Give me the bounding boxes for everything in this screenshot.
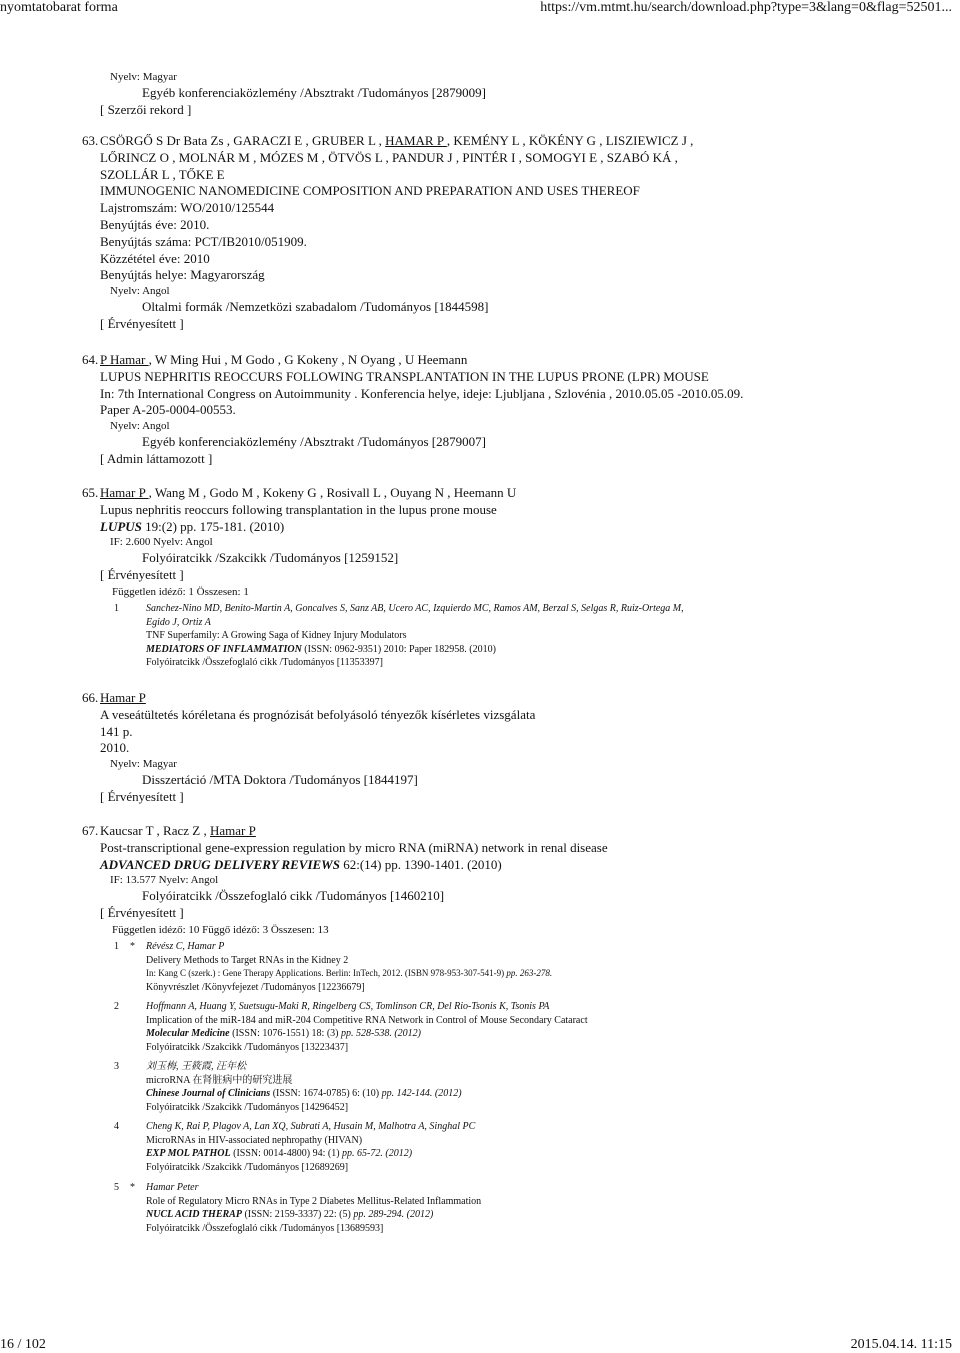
publication-year: Közzététel éve: 2010 (100, 250, 210, 266)
entry-number: 63. (82, 133, 99, 148)
citation-authors: Sanchez-Nino MD, Benito-Martin A, Goncalves S, Sanz AB, Ucero AC, Izquierdo MC, Ramos AM, Berzal S, Selgas R, Ruiz-Ortega M, (146, 603, 684, 614)
citation-authors: Cheng K, Rai P, Plagov A, Lan XQ, Subrati A, Husain M, Malhotra A, Singhal PC (146, 1121, 476, 1132)
author-link-hamar[interactable]: Hamar P (100, 690, 146, 705)
submission-place: Benyújtás helye: Magyarország (100, 267, 265, 283)
page-count: 141 p. (100, 723, 133, 739)
print-datetime: 2015.04.14. 11:15 (850, 1337, 952, 1352)
citation-authors: 刘玉梅, 王筱霞, 汪年松 (146, 1061, 246, 1072)
citation-details: (ISSN: 0014-4800) 94: (1) (230, 1148, 340, 1159)
language-line: IF: 2.600 Nyelv: Angol (110, 536, 213, 549)
author-list: , Wang M , Godo M , Kokeny G , Rosivall L , Ouyang N , Heemann U (148, 485, 517, 500)
submission-year: Benyújtás éve: 2010. (100, 216, 210, 232)
print-header-title: nyomtatobarat forma (0, 0, 118, 15)
entry-64 (82, 352, 942, 467)
citation-title: Implication of the miR-184 and miR-204 Competitive RNA Network in Control of Mouse Secondary Cataract (146, 1014, 588, 1026)
language-line: Nyelv: Magyar (110, 71, 177, 83)
entry-title: Post-transcriptional gene-expression regulation by micro RNA (miRNA) network in renal disease (100, 839, 608, 855)
citation-item (114, 1000, 934, 1054)
citation-journal: MEDIATORS OF INFLAMMATION (146, 643, 302, 655)
citation-item (114, 1060, 934, 1114)
citation-book: In: Kang C (szerk.) : Gene Therapy Applications. Berlin: InTech, 2012. (ISBN 978-953-307-541-9) (146, 968, 505, 978)
entry-66 (82, 690, 942, 805)
citation-title: TNF Superfamily: A Growing Saga of Kidney Injury Modulators (146, 630, 407, 641)
citation-number: 1 (114, 603, 119, 614)
status-line: [ Szerzői rekord ] (100, 102, 192, 117)
author-list: CSÖRGŐ S Dr Bata Zs , GARACZI E , GRUBER L , (100, 133, 386, 148)
author-list: SZOLLÁR L , TŐKE E (100, 166, 225, 182)
citation-title: MicroRNAs in HIV-associated nephropathy (HIVAN) (146, 1134, 363, 1146)
citation-pages: pp. 263-278. (504, 968, 553, 978)
citation-summary: Független idéző: 1 Összesen: 1 (112, 586, 249, 599)
page-number: 16 / 102 (0, 1337, 46, 1352)
language-line: Nyelv: Angol (110, 420, 170, 433)
citation-number: 4 (114, 1121, 119, 1132)
citation-title: microRNA 在肾脏病中的研究进展 (146, 1074, 293, 1086)
author-list: Kaucsar T , Racz Z , (100, 823, 210, 838)
citation-number: 3 (114, 1061, 119, 1072)
conference-info: In: 7th International Congress on Autoimmunity . Konferencia helye, ideje: Ljubljana , Szlovénia , 2010.05.05 -2010.05.09. (100, 385, 744, 401)
citation-item (114, 602, 934, 670)
category-line: Egyéb konferenciaközlemény /Absztrakt /Tudományos [2879009] (142, 85, 486, 100)
status-line: [ Érvényesített ] (100, 316, 184, 332)
category-line: Disszertáció /MTA Doktora /Tudományos [1844197] (142, 772, 418, 788)
entry-65 (82, 485, 942, 599)
citation-pages: pp. 142-144. (2012) (379, 1088, 462, 1099)
citation-type: Folyóiratcikk /Összefoglaló cikk /Tudományos [11353397] (146, 657, 384, 668)
language-line: IF: 13.577 Nyelv: Angol (110, 874, 219, 887)
citation-pages: pp. 65-72. (2012) (339, 1148, 413, 1159)
journal-name: LUPUS (100, 518, 142, 534)
citation-details: (ISSN: 1674-0785) 6: (10) (270, 1088, 380, 1099)
citation-number: 5 (114, 1182, 119, 1193)
citation-number: 1 (114, 941, 119, 952)
submission-number: Benyújtás száma: PCT/IB2010/051909. (100, 233, 307, 249)
dependent-citation-marker: * (130, 1182, 135, 1193)
citation-details: (ISSN: 1076-1551) 18: (3) (229, 1028, 339, 1039)
entry-number: 65. (82, 485, 99, 500)
status-line: [ Érvényesített ] (100, 567, 184, 583)
citation-item (114, 1120, 934, 1174)
entry-title: Lupus nephritis reoccurs following transplantation in the lupus prone mouse (100, 501, 497, 517)
entry-title: IMMUNOGENIC NANOMEDICINE COMPOSITION AND PREPARATION AND USES THEREOF (100, 183, 640, 199)
citation-number: 2 (114, 1001, 119, 1012)
journal-details: 62:(14) pp. 1390-1401. (2010) (339, 856, 502, 872)
status-line: [ Érvényesített ] (100, 789, 184, 805)
author-link-hamar[interactable]: Hamar P (209, 823, 256, 838)
citation-details: (ISSN: 0962-9351) 2010: Paper 182958. (2010) (301, 643, 496, 655)
entry-title: A veseátültetés kóréletana és prognózisát befolyásoló tényezők kísérletes vizsgálata (100, 706, 536, 722)
dependent-citation-marker: * (130, 941, 135, 952)
author-link-hamar[interactable]: HAMAR P (385, 133, 447, 148)
entry-title: LUPUS NEPHRITIS REOCCURS FOLLOWING TRANSPLANTATION IN THE LUPUS PRONE (LPR) MOUSE (100, 368, 709, 384)
citation-title: Delivery Methods to Target RNAs in the Kidney 2 (146, 954, 349, 966)
citation-type: Folyóiratcikk /Szakcikk /Tudományos [12689269] (146, 1161, 349, 1173)
entry-number: 64. (82, 352, 99, 367)
citation-journal: Molecular Medicine (146, 1028, 230, 1039)
citation-summary: Független idéző: 10 Függő idéző: 3 Összesen: 13 (112, 924, 329, 937)
citation-journal: NUCL ACID THERAP (146, 1209, 242, 1220)
citation-authors: Hoffmann A, Huang Y, Suetsugu-Maki R, Ringelberg CS, Tomlinson CR, Del Rio-Tsonis K, Tsonis PA (146, 1001, 550, 1012)
entry-number: 66. (82, 690, 99, 705)
citation-details: (ISSN: 2159-3337) 22: (5) (241, 1209, 351, 1220)
citation-authors: Révész C, Hamar P (146, 941, 225, 952)
entry-number: 67. (82, 823, 99, 838)
citation-type: Folyóiratcikk /Összefoglaló cikk /Tudományos [13689593] (146, 1222, 384, 1234)
citation-pages: pp. 528-538. (2012) (338, 1028, 421, 1039)
entry-67 (82, 823, 942, 937)
registry-number: Lajstromszám: WO/2010/125544 (100, 200, 275, 216)
status-line: [ Érvényesített ] (100, 905, 184, 921)
journal-name: ADVANCED DRUG DELIVERY REVIEWS (100, 856, 340, 872)
category-line: Egyéb konferenciaközlemény /Absztrakt /Tudományos [2879007] (142, 434, 486, 450)
language-line: Nyelv: Magyar (110, 758, 177, 771)
citation-title: Role of Regulatory Micro RNAs in Type 2 Diabetes Mellitus-Related Inflammation (146, 1195, 482, 1207)
citation-journal: Chinese Journal of Clinicians (146, 1088, 271, 1099)
citation-journal: EXP MOL PATHOL (146, 1148, 231, 1159)
author-list: , KEMÉNY L , KÖKÉNY G , LISZIEWICZ J , (446, 133, 694, 148)
author-link-hamar[interactable]: Hamar P (100, 485, 149, 500)
citation-authors: Egido J, Ortiz A (146, 616, 211, 628)
entry-63 (82, 133, 942, 332)
print-header-url[interactable]: https://vm.mtmt.hu/search/download.php?type=3&lang=0&flag=52501... (540, 0, 952, 15)
entry-62-tail (82, 70, 942, 118)
citation-item (114, 1181, 934, 1235)
category-line: Oltalmi formák /Nemzetközi szabadalom /Tudományos [1844598] (142, 299, 489, 315)
citation-item (114, 940, 934, 994)
category-line: Folyóiratcikk /Összefoglaló cikk /Tudományos [1460210] (142, 888, 445, 904)
citation-type: Könyvrészlet /Könyvfejezet /Tudományos [12236679] (146, 981, 365, 993)
author-link-hamar[interactable]: P Hamar (100, 352, 149, 367)
paper-number: Paper A-205-0004-00553. (100, 402, 236, 418)
citation-authors: Hamar Peter (146, 1182, 199, 1193)
author-list: LŐRINCZ O , MOLNÁR M , MÓZES M , ÖTVÖS L , PANDUR J , PINTÉR I , SOMOGYI E , SZABÓ KÁ , (100, 149, 678, 165)
author-list: , W Ming Hui , M Godo , G Kokeny , N Oyang , U Heemann (148, 352, 468, 367)
language-line: Nyelv: Angol (110, 285, 170, 298)
year-line: 2010. (100, 740, 130, 756)
citation-type: Folyóiratcikk /Szakcikk /Tudományos [14296452] (146, 1101, 349, 1113)
journal-details: 19:(2) pp. 175-181. (2010) (141, 518, 285, 534)
status-line: [ Admin láttamozott ] (100, 451, 213, 467)
citation-pages: pp. 289-294. (2012) (350, 1209, 434, 1220)
category-line: Folyóiratcikk /Szakcikk /Tudományos [1259152] (142, 550, 399, 566)
citation-type: Folyóiratcikk /Szakcikk /Tudományos [13223437] (146, 1041, 349, 1053)
